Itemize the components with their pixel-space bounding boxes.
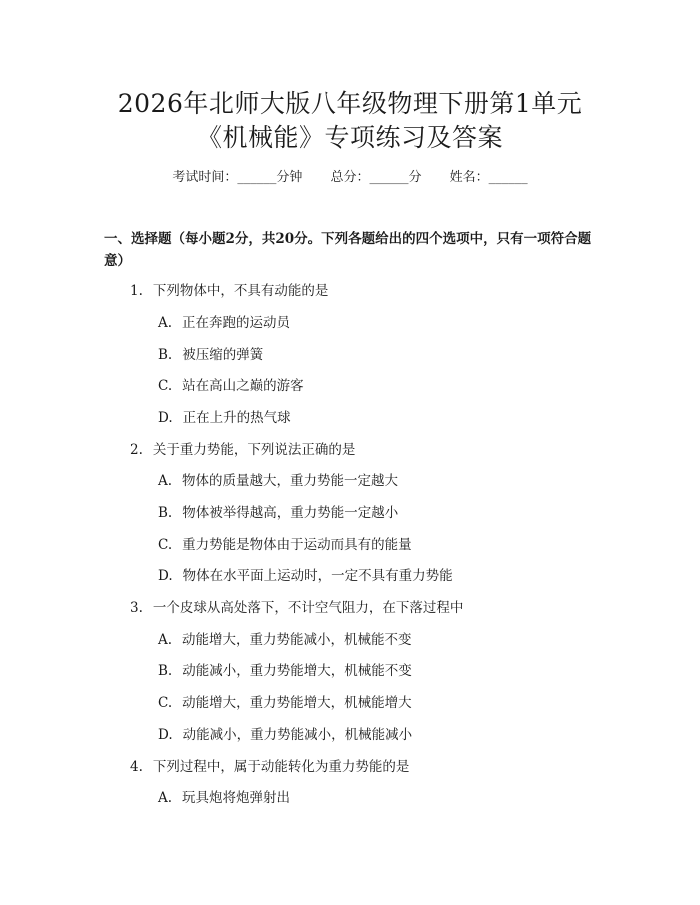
total-score-field [330,170,421,185]
question-2-option-a [158,471,398,491]
question-3-option-a [158,630,412,650]
question-text: 一个皮球从高处落下，不计空气阻力，在下落过程中 [152,600,464,616]
option-letter: A. [158,473,173,489]
question-number: 3. [130,600,143,616]
option-letter: B. [158,663,173,679]
option-letter: C. [158,537,173,553]
option-letter: C. [158,378,173,394]
option-letter: A. [158,790,173,806]
question-2 [130,440,355,460]
question-text: 下列过程中，属于动能转化为重力势能的是 [152,759,410,775]
option-text: 动能增大，重力势能减小，机械能不变 [182,632,412,648]
option-letter: B. [158,347,173,363]
option-letter: A. [158,315,173,331]
name-field [450,170,528,185]
option-letter: C. [158,695,173,711]
question-2-option-b [158,503,398,523]
name-blank: ______ [488,170,528,185]
question-2-option-d [158,566,453,586]
option-text: 动能减小，重力势能减小，机械能减小 [182,727,413,743]
option-text: 重力势能是物体由于运动而具有的能量 [182,537,412,553]
question-1-option-d [158,408,291,428]
option-letter: D. [158,727,173,743]
question-1-option-c [158,376,304,396]
exam-meta [0,168,700,188]
score-label: 总分： [330,170,370,185]
question-4-option-a [158,788,290,808]
option-letter: A. [158,632,173,648]
page-title-line-2: 《机械能》专项练习及答案 [196,123,503,152]
option-text: 动能增大，重力势能增大，机械能增大 [182,695,412,711]
question-3 [130,598,463,618]
question-number: 4. [130,759,143,775]
option-text: 物体被举得越高，重力势能一定越小 [182,505,399,521]
question-3-option-d [158,725,412,745]
time-label: 考试时间： [172,170,238,185]
time-blank: ______ [237,170,277,185]
option-text: 物体在水平面上运动时，一定不具有重力势能 [182,568,453,584]
exam-time-field [172,170,302,185]
score-blank: ______ [369,170,409,185]
question-2-option-c [158,535,412,555]
page-title-line-1: 2026年北师大版八年级物理下册第1单元 [117,89,583,118]
score-unit: 分 [408,170,422,185]
question-1-option-a [158,313,290,333]
name-label: 姓名： [449,170,489,185]
option-letter: D. [158,568,173,584]
option-text: 物体的质量越大，重力势能一定越大 [182,473,399,489]
question-3-option-c [158,693,412,713]
section-heading: 一、选择题（每小题2分，共20分。下列各题给出的四个选项中，只有一项符合题意） [104,231,592,269]
option-text: 正在奔跑的运动员 [182,315,291,331]
question-number: 2. [130,442,143,458]
question-1-option-b [158,345,263,365]
option-text: 玩具炮将炮弹射出 [182,790,291,806]
option-text: 动能减小，重力势能增大，机械能不变 [182,663,412,679]
question-3-option-b [158,661,412,681]
option-text: 正在上升的热气球 [182,410,291,426]
question-number: 1. [130,283,143,299]
question-4 [130,757,409,777]
option-text: 站在高山之巅的游客 [182,378,304,394]
option-letter: B. [158,505,173,521]
question-text: 下列物体中，不具有动能的是 [152,283,329,299]
question-text: 关于重力势能，下列说法正确的是 [152,442,356,458]
question-1 [130,281,328,301]
time-unit: 分钟 [276,170,303,185]
option-letter: D. [158,410,173,426]
option-text: 被压缩的弹簧 [182,347,264,363]
